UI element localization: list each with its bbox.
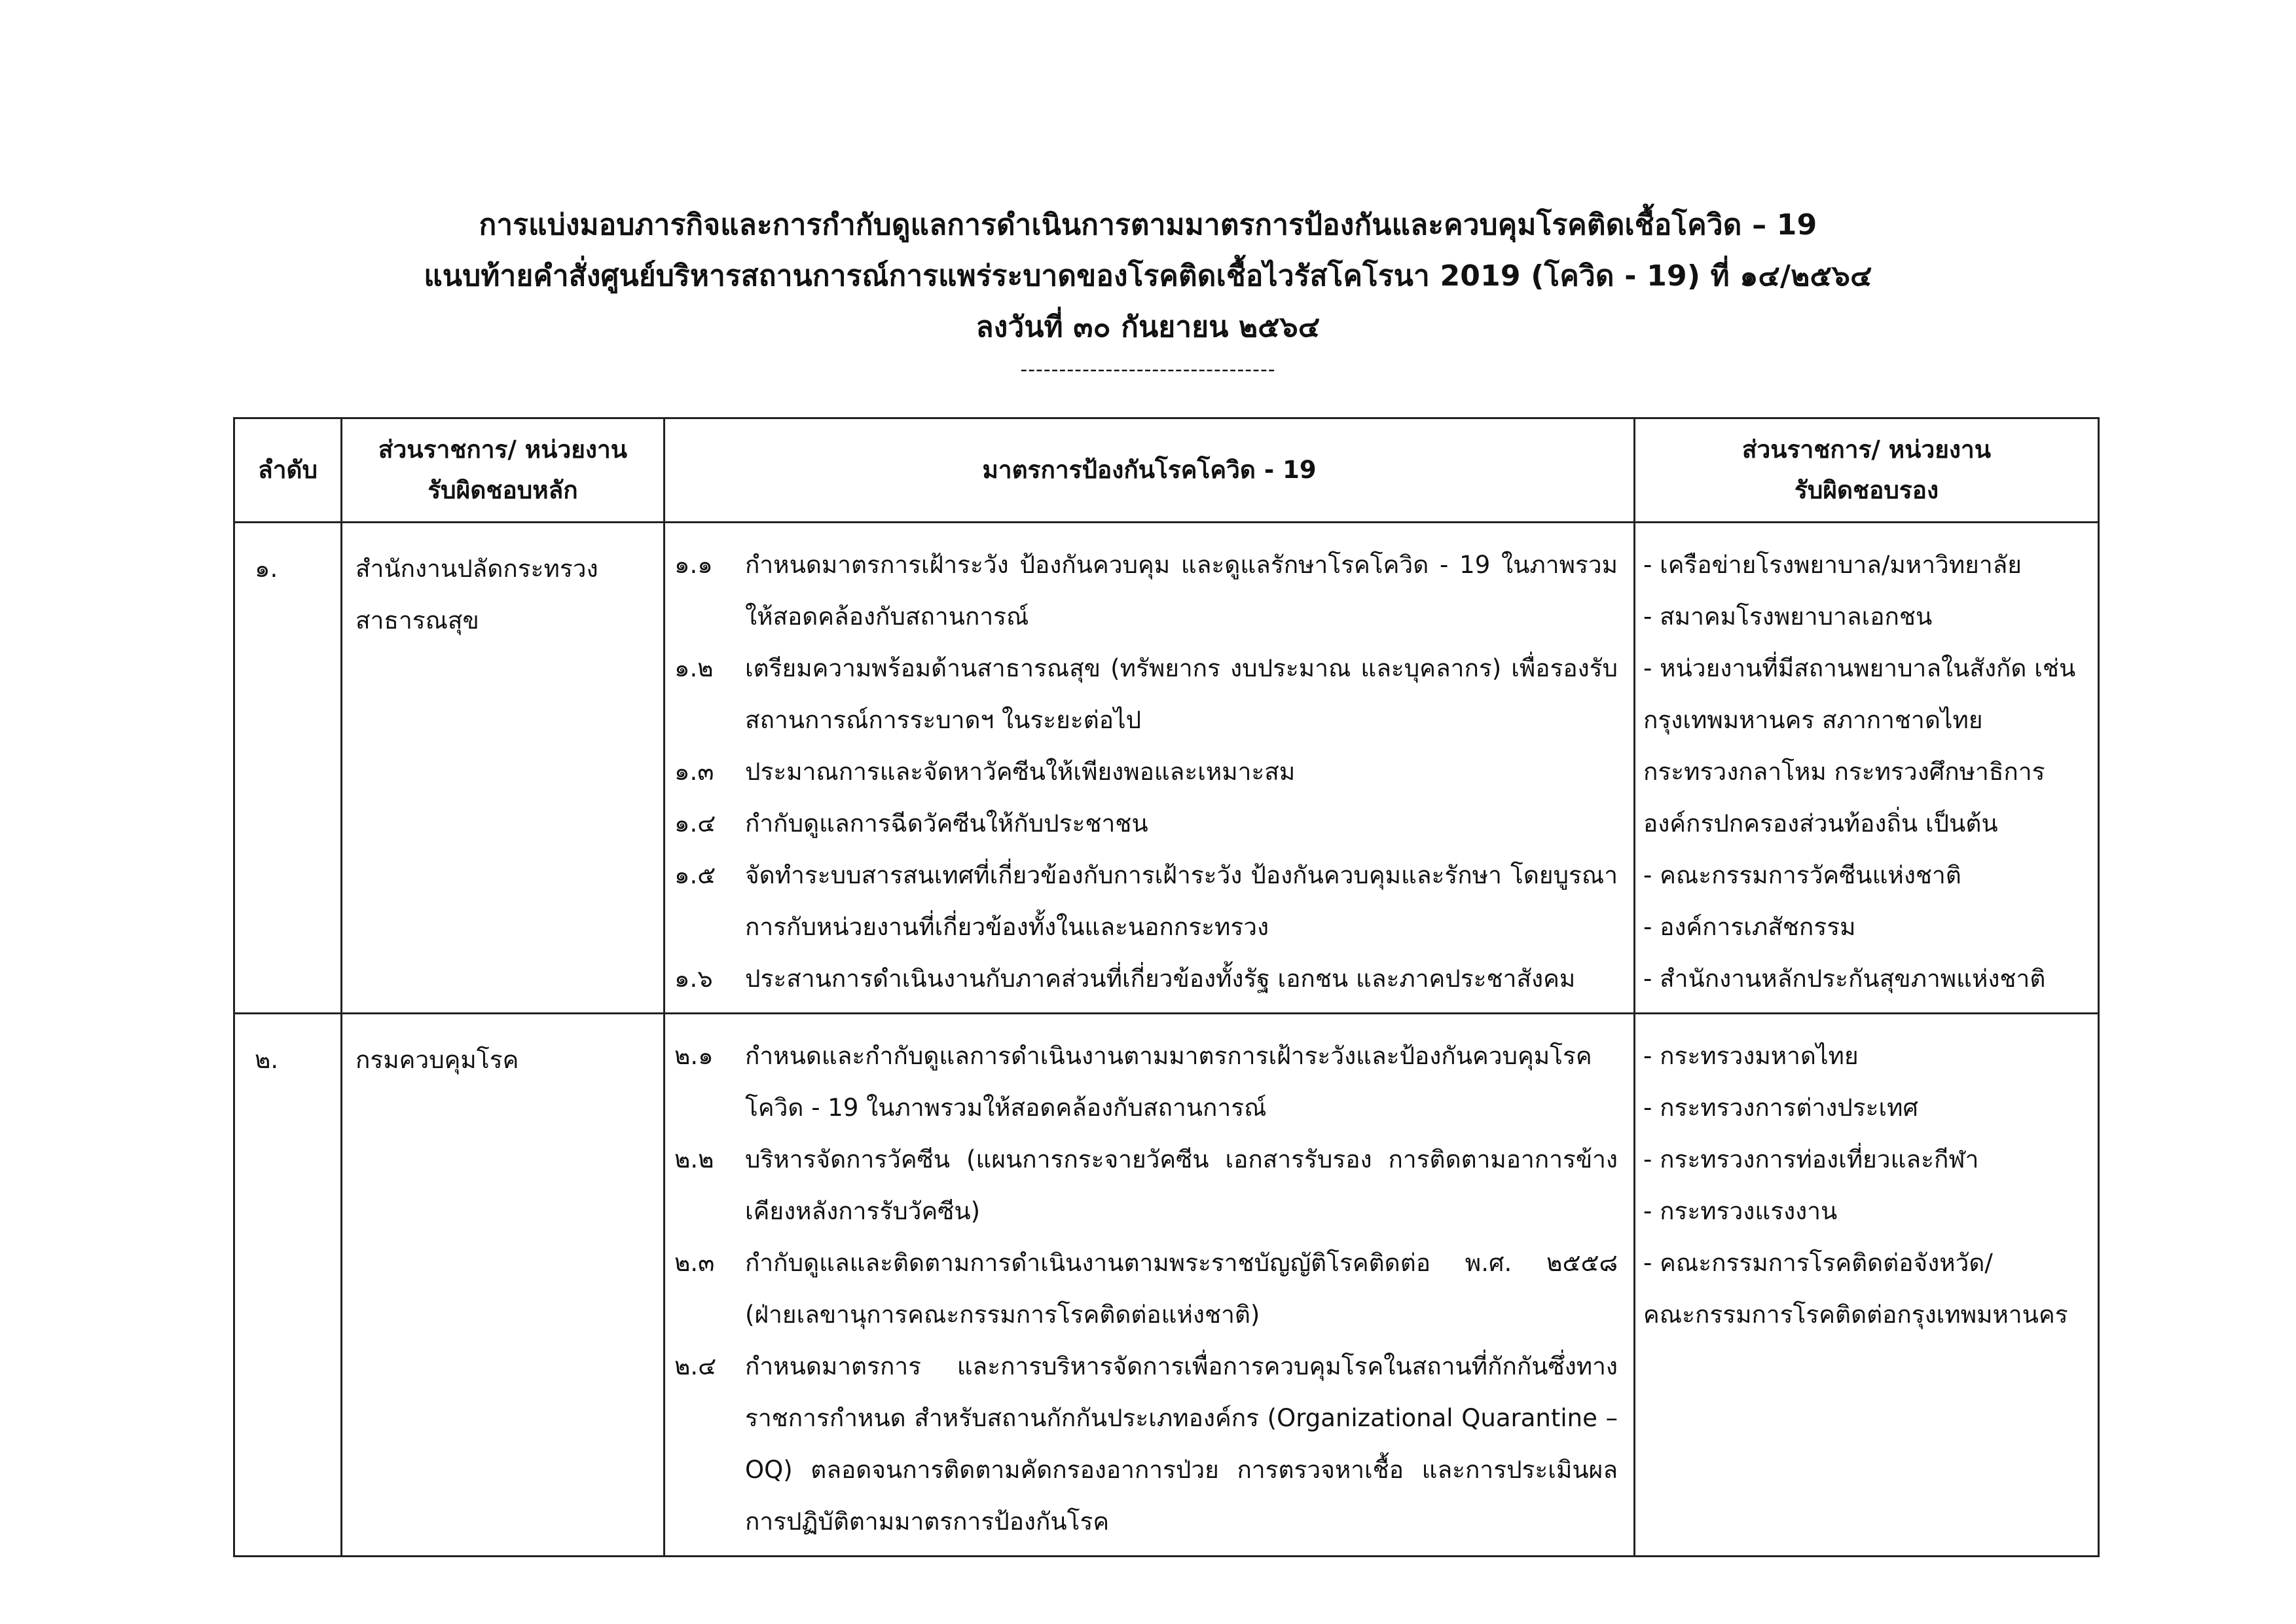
measure-text: กำหนดมาตรการ และการบริหารจัดการเพื่อการควบคุมโรคในสถานที่กักกันซึ่งทางราชการกำหนด สำหรับสถานกักกันประเภทองค์กร (Organizational Quarantine – OQ) ตลอดจนการติดตามคัดกรองอาการป่วย การตรวจหาเชื้อ และการประเมินผลการปฏิบัติตามมาตรการป้องกันโรค [745,1352,1618,1536]
support-item: กระทรวงกลาโหม กระทรวงศึกษาธิการ [1643,758,2045,786]
measure-item [674,1030,1618,1134]
measures-table [233,417,2100,1557]
measure-text: กำหนดมาตรการเฝ้าระวัง ป้องกันควบคุม และดูแลรักษาโรคโควิด - 19 ในภาพรวมให้สอดคล้องกับสถานการณ์ [745,551,1618,631]
primary-agency-line2: สาธารณสุข [355,606,479,635]
measure-item [674,798,1618,849]
support-item: - สำนักงานหลักประกันสุขภาพแห่งชาติ [1643,965,2046,993]
support-item: - กระทรวงการต่างประเทศ [1643,1094,1919,1122]
support-item: คณะกรรมการโรคติดต่อกรุงเทพมหานคร [1643,1301,2068,1329]
support-item: - กระทรวงแรงงาน [1643,1197,1838,1225]
measure-text: กำกับดูแลและติดตามการดำเนินงานตามพระราชบัญญัติโรคติดต่อ พ.ศ. ๒๕๕๘ (ฝ่ายเลขานุการคณะกรรมการโรคติดต่อแห่งชาติ) [745,1249,1618,1329]
measure-item [674,642,1618,746]
measure-item [674,953,1618,1005]
support-item: - หน่วยงานที่มีสถานพยาบาลในสังกัด เช่น [1643,654,2076,682]
support-item: - กระทรวงการท่องเที่ยวและกีฬา [1643,1145,1979,1173]
header-measures: มาตรการป้องกันโรคโควิด - 19 [665,418,1635,523]
header-support-line2: รับผิดชอบรอง [1794,476,1939,504]
measure-number: ๑.๖ [674,965,713,993]
header-agency-line1: ส่วนราชการ/ หน่วยงาน [378,435,628,464]
document-header [0,200,2296,383]
support-item: องค์กรปกครองส่วนท้องถิ่น เป็นต้น [1643,809,1998,838]
measure-number: ๑.๑ [674,551,713,579]
title-line-1: การแบ่งมอบภารกิจและการกำกับดูแลการดำเนินการตามมาตรการป้องกันและควบคุมโรคติดเชื้อโควิด – 19 [479,208,1817,242]
measure-text: ประสานการดำเนินงานกับภาคส่วนที่เกี่ยวข้องทั้งรัฐ เอกชน และภาคประชาสังคม [745,965,1576,993]
support-item: - องค์การเภสัชกรรม [1643,913,1856,941]
measures-cell [665,1014,1635,1557]
row-number: ๑. [234,523,342,1014]
support-item: กรุงเทพมหานคร สภากาชาดไทย [1643,706,1983,734]
header-agency-line2: รับผิดชอบหลัก [428,476,578,504]
primary-agency [342,1014,665,1557]
table-row [234,1014,2099,1557]
measure-item [674,1237,1618,1340]
support-item: - คณะกรรมการวัคซีนแห่งชาติ [1643,861,1961,889]
measure-item [674,746,1618,798]
measure-text: ประมาณการและจัดหาวัคซีนให้เพียงพอและเหมาะสม [745,758,1296,786]
measure-number: ๒.๔ [674,1352,717,1380]
support-item: - เครือข่ายโรงพยาบาล/มหาวิทยาลัย [1643,551,2022,579]
measure-number: ๒.๒ [674,1145,714,1173]
measure-number: ๒.๑ [674,1042,714,1070]
measure-number: ๑.๕ [674,861,716,889]
primary-agency [342,523,665,1014]
primary-agency-line1: สำนักงานปลัดกระทรวง [355,555,598,583]
row-number: ๒. [234,1014,342,1557]
measure-number: ๑.๒ [674,654,714,682]
measure-item [674,1134,1618,1237]
measures-cell [665,523,1635,1014]
measure-text: เตรียมความพร้อมด้านสาธารณสุข (ทรัพยากร งบประมาณ และบุคลากร) เพื่อรองรับสถานการณ์การระบาดฯ ในระยะต่อไป [745,654,1618,734]
support-cell [1635,523,2099,1014]
measure-number: ๑.๔ [674,809,716,838]
support-cell [1635,1014,2099,1557]
primary-agency-line1: กรมควบคุมโรค [355,1046,519,1074]
title-line-2: แนบท้ายคำสั่งศูนย์บริหารสถานการณ์การแพร่ระบาดของโรคติดเชื้อไวรัสโคโรนา 2019 (โควิด - 19) ที่ ๑๔/๒๕๖๔ [424,259,1872,293]
measure-item [674,539,1618,642]
support-item: - กระทรวงมหาดไทย [1643,1042,1859,1070]
table-row [234,523,2099,1014]
header-support [1635,418,2099,523]
support-item: - คณะกรรมการโรคติดต่อจังหวัด/ [1643,1249,1993,1277]
title-line-3: ลงวันที่ ๓๐ กันยายน ๒๕๖๔ [975,310,1321,344]
title-separator: --------------------------------- [1020,358,1276,381]
measure-number: ๑.๓ [674,758,714,786]
header-no: ลำดับ [234,418,342,523]
measure-text: กำกับดูแลการฉีดวัคซีนให้กับประชาชน [745,809,1148,838]
measure-number: ๒.๓ [674,1249,715,1277]
measure-text: บริหารจัดการวัคซีน (แผนการกระจายวัคซีน เอกสารรับรอง การติดตามอาการข้างเคียงหลังการรับวัคซีน) [745,1145,1618,1225]
header-agency [342,418,665,523]
header-support-line1: ส่วนราชการ/ หน่วยงาน [1741,435,1992,464]
measure-text: กำหนดและกำกับดูแลการดำเนินงานตามมาตรการเฝ้าระวังและป้องกันควบคุมโรคโควิด - 19 ในภาพรวมให้สอดคล้องกับสถานการณ์ [745,1042,1592,1122]
measure-item [674,1340,1618,1547]
measure-item [674,849,1618,953]
measure-text: จัดทำระบบสารสนเทศที่เกี่ยวข้องกับการเฝ้าระวัง ป้องกันควบคุมและรักษา โดยบูรณาการกับหน่วยงานที่เกี่ยวข้องทั้งในและนอกกระทรวง [745,861,1618,941]
table-header-row [234,418,2099,523]
support-item: - สมาคมโรงพยาบาลเอกชน [1643,602,1933,631]
